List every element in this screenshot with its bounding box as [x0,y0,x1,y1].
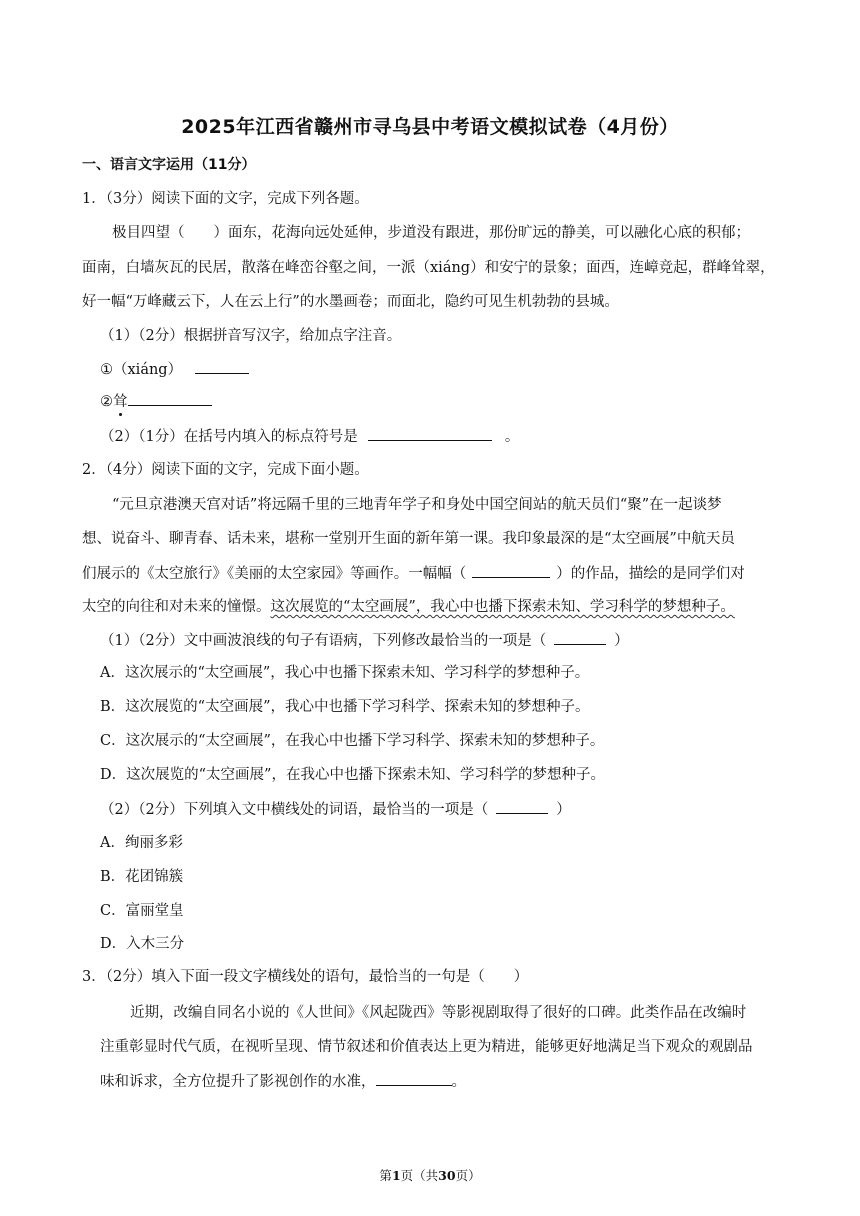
q2-passage-line: 太空的向往和对未来的憧憬。这次展览的“太空画展”，我心中也播下探索未知、学习科学的梦想种子。 [82,599,735,615]
q1-sub2: （2）（1分）在括号内填入的标点符号是 。 [100,426,519,447]
q1-item2 [100,391,212,412]
option[interactable]: C．这次展示的“太空画展”，在我心中也播下学习科学、探索未知的梦想种子。 [100,733,605,749]
q1-passage-line: 极目四望（ ）面东，花海向远处延伸，步道没有跟进，那份旷远的静美，可以融化心底的积郁； [112,225,750,241]
q1-passage-line: 好一幅“万峰藏云下，人在云上行”的水墨画卷；而面北，隐约可见生机勃勃的县城。 [82,294,619,310]
q3-stem: 3．（2分）填入下面一段文字横线处的语句，最恰当的一句是（ ） [82,969,529,985]
option[interactable]: B．花团锦簇 [100,869,184,885]
section-heading: 一、语言文字运用（11分） [82,157,256,173]
answer-blank[interactable] [376,1071,452,1086]
q1-item1 [100,359,249,380]
option[interactable]: D．这次展览的“太空画展”，在我心中也播下探索未知、学习科学的梦想种子。 [100,767,605,783]
option[interactable]: A．绚丽多彩 [100,835,183,851]
page-footer: 第1页（共30页） [379,1168,481,1183]
q2-passage-line: “元旦京港澳天宫对话”将远隔千里的三地青年学子和身处中国空间站的航天员们“聚”在一起谈梦 [112,497,722,513]
answer-blank[interactable] [496,799,548,814]
wavy-underlined-sentence: 这次展览的“太空画展”，我心中也播下探索未知、学习科学的梦想种子。 [270,599,735,615]
q3-passage-line: 近期，改编自同名小说的《人世间》《风起陇西》等影视剧取得了很好的口碑。此类作品在改编时 [130,1005,747,1021]
answer-blank[interactable] [554,630,606,645]
option[interactable]: D．入木三分 [100,936,185,952]
q3-passage-line: 注重彰显时代气质，在视听呈现、情节叙述和价值表达上更为精进，能够更好地满足当下观众的观剧品 [100,1039,753,1055]
q2-passage-line: 想、说奋斗、聊青春、话未来，堪称一堂别开生面的新年第一课。我印象最深的是“太空画展”中航天员 [82,531,735,547]
page-total: 30 [438,1168,456,1183]
q2-sub1: （1）（2分）文中画波浪线的句子有语病，下列修改最恰当的一项是（ ） [100,630,629,651]
q2-sub2: （2）（2分）下列填入文中横线处的词语，最恰当的一项是（ ） [100,799,571,820]
answer-blank[interactable] [368,426,492,441]
q1-passage-line: 面南，白墙灰瓦的民居，散落在峰峦谷壑之间，一派（xiáng）和安宁的景象；面西，连嶂竞起，群峰耸翠， [82,260,775,276]
q3-passage-line: 味和诉求，全方位提升了影视创作的水准， 。 [100,1071,466,1092]
q1-stem: 1．（3分）阅读下面的文字，完成下列各题。 [82,191,369,207]
option[interactable]: B．这次展览的“太空画展”，我心中也播下学习科学、探索未知的梦想种子。 [100,699,590,715]
dotted-char: 耸 [113,394,128,410]
option[interactable]: C．富丽堂皇 [100,903,184,919]
option[interactable]: A．这次展示的“太空画展”，我心中也播下探索未知、学习科学的梦想种子。 [100,665,590,681]
q1-item1-label: ①（xiáng） [100,362,183,378]
page-title: 2025年江西省赣州市寻乌县中考语文模拟试卷（4月份） [181,116,679,138]
answer-blank[interactable] [472,563,550,578]
answer-blank[interactable] [195,359,249,374]
q1-sub1: （1）（2分）根据拼音写汉字，给加点字注音。 [100,328,402,344]
q1-item2-label: ② [100,394,113,410]
page-number: 1 [391,1168,401,1183]
answer-blank[interactable] [128,391,212,406]
q2-stem: 2．（4分）阅读下面的文字，完成下面小题。 [82,462,369,478]
q2-passage-line: 们展示的《太空旅行》《美丽的太空家园》等画作。一幅幅（ ）的作品，描绘的是同学们对 [82,563,745,584]
